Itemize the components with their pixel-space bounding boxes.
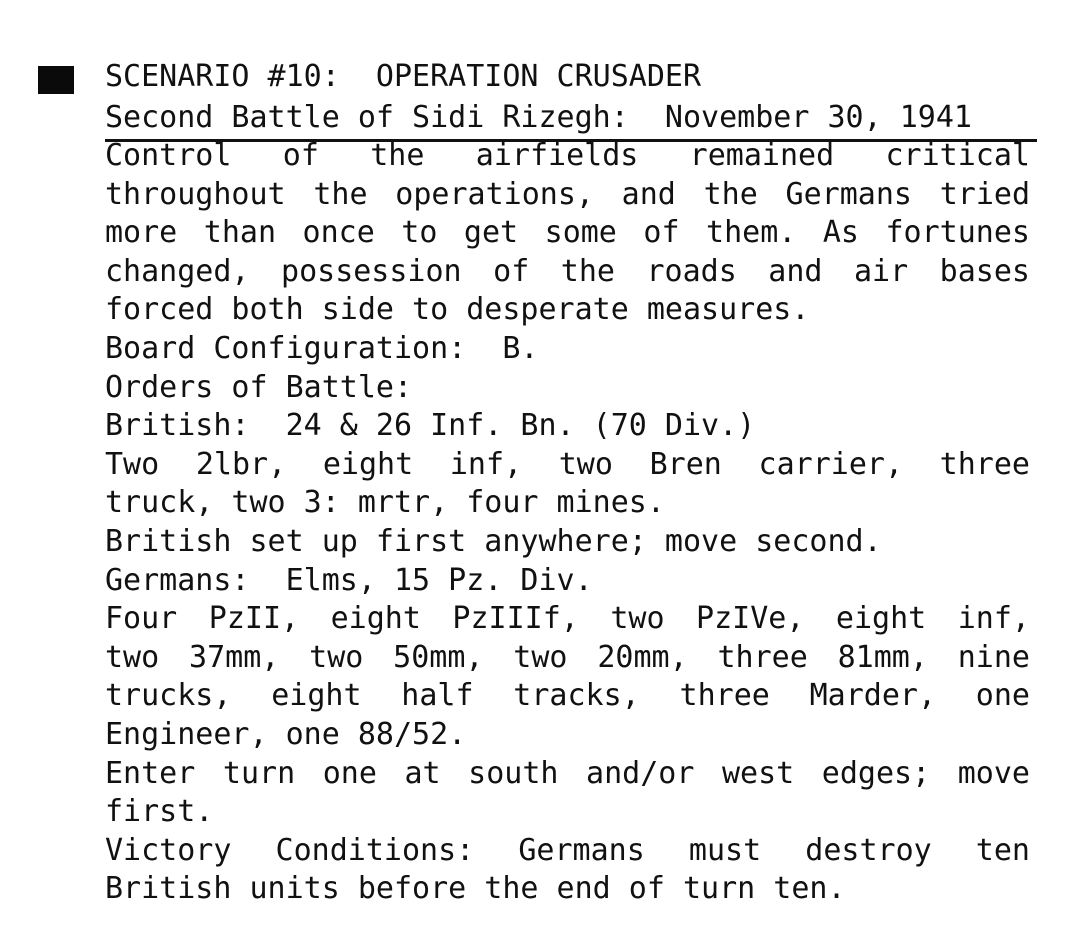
intro-line: more than once to get some of them. As fortunes (105, 215, 1030, 251)
british-units-line: Two 2lbr, eight inf, two Bren carrier, three (105, 446, 1030, 482)
intro-line: throughout the operations, and the Germans tried (105, 176, 1030, 212)
germans-setup-line: first. (105, 794, 214, 830)
germans-setup-line: Enter turn one at south and/or west edges; move (105, 755, 1030, 791)
scenario-body (105, 137, 1030, 909)
scenario-title: SCENARIO #10: OPERATION CRUSADER (105, 59, 702, 94)
orders-heading: Orders of Battle: (105, 369, 413, 405)
victory-conditions-line: Victory Conditions: Germans must destroy ten (105, 832, 1030, 868)
intro-line: forced both side to desperate measures. (105, 292, 810, 328)
scenario-subtitle: Second Battle of Sidi Rizegh: November 30, 1941 (105, 99, 1037, 142)
board-configuration: Board Configuration: B. (105, 330, 539, 366)
germans-units-line: Engineer, one 88/52. (105, 716, 467, 752)
british-setup: British set up first anywhere; move second. (105, 523, 882, 559)
victory-conditions-line: British units before the end of turn ten. (105, 871, 846, 907)
british-units-line: truck, two 3: mrtr, four mines. (105, 485, 665, 521)
germans-heading: Germans: Elms, 15 Pz. Div. (105, 562, 593, 598)
intro-line: changed, possession of the roads and air bases (105, 253, 1030, 289)
british-heading: British: 24 & 26 Inf. Bn. (70 Div.) (105, 408, 756, 444)
intro-line: Control of the airfields remained critical (105, 138, 1030, 173)
germans-units-line: Four PzII, eight PzIIIf, two PzIVe, eight inf, (105, 601, 1030, 637)
germans-units-line: two 37mm, two 50mm, two 20mm, three 81mm, nine (105, 639, 1030, 675)
section-bullet (38, 66, 74, 94)
germans-units-line: trucks, eight half tracks, three Marder, one (105, 678, 1030, 714)
